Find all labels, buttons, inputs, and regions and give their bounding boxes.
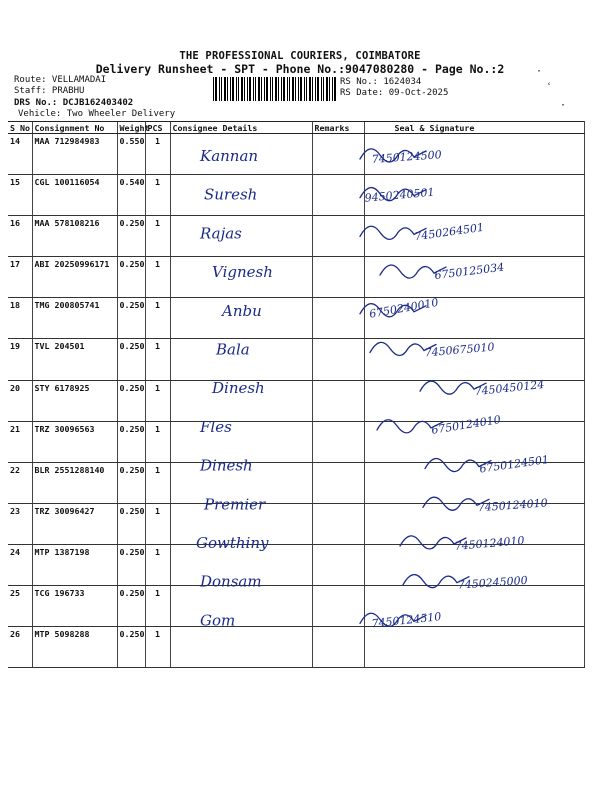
signature-cell (364, 586, 584, 627)
signature-cell (364, 627, 584, 668)
consignee-handwritten-name: Kannan (200, 147, 259, 165)
runsheet-title: Delivery Runsheet - SPT - Phone No.:9047080280 - Page No.:2 (95, 62, 505, 76)
pcs-cell: 1 (145, 339, 170, 380)
remarks-cell (312, 421, 364, 462)
sno-cell: 14 (8, 134, 32, 175)
consignee-handwritten-name: Vignesh (212, 263, 273, 282)
header-consignment: Consignment No (32, 122, 117, 134)
handwritten-phone-number: 7450124510 (370, 610, 442, 631)
signature-cell (364, 377, 584, 421)
signature-cell (364, 175, 584, 216)
consignee-cell (170, 544, 312, 585)
signature-cell (364, 503, 584, 544)
sno-cell: 21 (8, 421, 32, 462)
consignee-cell (170, 503, 312, 544)
consignment-cell: TRZ 30096427 (32, 503, 117, 544)
header-consignee: Consignee Details (170, 122, 312, 134)
remarks-cell (312, 586, 364, 627)
consignment-cell: BLR 2551288140 (32, 462, 117, 503)
table-row (8, 544, 584, 585)
consignee-handwritten-name: Rajas (200, 224, 242, 243)
table-row (8, 586, 584, 627)
handwritten-phone-number: 6750124501 (478, 452, 550, 476)
table-row (8, 257, 584, 298)
pcs-cell: 1 (145, 134, 170, 175)
rs-date: RS Date: 09-Oct-2025 (340, 88, 449, 98)
sno-cell: 19 (8, 339, 32, 380)
consignee-handwritten-name: Suresh (204, 185, 258, 204)
consignment-cell: TCG 196733 (32, 586, 117, 627)
consignee-cell (170, 339, 312, 380)
signature-cell (364, 216, 584, 257)
consignee-handwritten-name: Gom (200, 611, 236, 630)
consignee-handwritten-name: Fles (200, 417, 232, 436)
consignee-cell (170, 462, 312, 503)
consignee-cell (170, 627, 312, 668)
header-signature: Seal & Signature (364, 122, 584, 134)
stray-mark-3: · (560, 100, 567, 111)
weight-cell: 0.250 (117, 298, 145, 339)
consignment-cell: MAA 578108216 (32, 216, 117, 257)
consignee-cell (170, 175, 312, 216)
table-row (8, 421, 584, 462)
pcs-cell: 1 (145, 216, 170, 257)
signature-cell (364, 257, 584, 298)
pcs-cell: 1 (145, 586, 170, 627)
table-row (8, 216, 584, 257)
vehicle-label: Vehicle: Two Wheeler Delivery (18, 109, 176, 119)
remarks-cell (312, 216, 364, 257)
signature-cell (364, 295, 584, 339)
consignment-cell: STY 6178925 (32, 380, 117, 421)
consignment-cell: MTP 1387198 (32, 544, 117, 585)
handwritten-phone-number: 7450124010 (454, 533, 525, 553)
pcs-cell: 1 (145, 175, 170, 216)
table-header-row (8, 122, 584, 134)
sno-cell: 18 (8, 298, 32, 339)
rs-number: RS No.: 1624034 (340, 77, 422, 87)
signature-cell (364, 421, 584, 462)
handwritten-phone-number: 7450124010 (477, 496, 549, 515)
sno-cell: 15 (8, 175, 32, 216)
consignment-cell: CGL 100116054 (32, 175, 117, 216)
consignment-cell: TRZ 30096563 (32, 421, 117, 462)
drs-number: DRS No.: DCJB162403402 (14, 98, 134, 108)
pcs-cell: 1 (145, 257, 170, 298)
table-row (8, 503, 584, 544)
remarks-cell (312, 462, 364, 503)
weight-cell: 0.540 (117, 175, 145, 216)
table-row (8, 339, 584, 380)
handwritten-phone-number: 9450240501 (364, 185, 435, 205)
header-pcs: PCS (145, 122, 170, 134)
sno-cell: 25 (8, 586, 32, 627)
consignee-handwritten-name: Bala (216, 340, 250, 359)
table-row (8, 380, 584, 421)
header-weight: Weight (117, 122, 145, 134)
handwritten-phone-number: 6750124010 (430, 413, 502, 437)
stray-mark-2: ʿ (546, 82, 553, 93)
consignee-cell (170, 298, 312, 339)
consignee-cell (170, 421, 312, 462)
consignment-cell: ABI 20250996171 (32, 257, 117, 298)
signature-cell (364, 339, 584, 380)
route-label: Route: VELLAMADAI (14, 75, 107, 85)
remarks-cell (312, 257, 364, 298)
table-row (8, 298, 584, 339)
consignee-handwritten-name: Donsam (200, 572, 262, 591)
consignment-cell: MTP 5098288 (32, 627, 117, 668)
weight-cell: 0.250 (117, 339, 145, 380)
weight-cell: 0.250 (117, 462, 145, 503)
table-row (8, 627, 584, 668)
header-remarks: Remarks (312, 122, 364, 134)
consignment-cell: TMG 200805741 (32, 298, 117, 339)
weight-cell: 0.550 (117, 134, 145, 175)
remarks-cell (312, 134, 364, 175)
pcs-cell: 1 (145, 462, 170, 503)
sno-cell: 23 (8, 503, 32, 544)
handwritten-phone-number: 6750125034 (433, 260, 505, 283)
staff-label: Staff: PRABHU (14, 86, 85, 96)
weight-cell: 0.250 (117, 421, 145, 462)
pcs-cell: 1 (145, 298, 170, 339)
barcode-image (213, 77, 336, 101)
signature-cell (364, 544, 584, 585)
handwritten-phone-number: 7450450124 (473, 377, 545, 399)
consignment-cell: TVL 204501 (32, 339, 117, 380)
remarks-cell (312, 503, 364, 544)
stray-mark-1: · (536, 66, 543, 77)
handwritten-phone-number: 7450124500 (371, 148, 443, 166)
consignee-handwritten-name: Anbu (222, 301, 262, 320)
pcs-cell: 1 (145, 544, 170, 585)
sno-cell: 20 (8, 380, 32, 421)
table-row (8, 134, 584, 175)
weight-cell: 0.250 (117, 257, 145, 298)
handwritten-phone-number: 7450245000 (457, 573, 529, 592)
sno-cell: 22 (8, 462, 32, 503)
consignee-cell (170, 586, 312, 630)
sno-cell: 24 (8, 544, 32, 585)
pcs-cell: 1 (145, 627, 170, 668)
table-row (8, 175, 584, 216)
consignee-cell (170, 134, 312, 175)
sno-cell: 26 (8, 627, 32, 668)
weight-cell: 0.250 (117, 627, 145, 668)
remarks-cell (312, 175, 364, 216)
header-sno: S No (8, 122, 32, 134)
consignee-handwritten-name: Premier (204, 495, 266, 514)
remarks-cell (312, 380, 364, 421)
handwritten-phone-number: 7450675010 (424, 340, 495, 360)
consignee-handwritten-name: Dinesh (212, 379, 265, 398)
remarks-cell (312, 339, 364, 380)
consignee-cell (170, 216, 312, 257)
remarks-cell (312, 298, 364, 339)
consignee-cell (170, 257, 312, 298)
weight-cell: 0.250 (117, 216, 145, 257)
signature-cell (364, 462, 584, 503)
consignee-cell (170, 380, 312, 421)
table-row (8, 462, 584, 503)
company-title: THE PROFESSIONAL COURIERS, COIMBATORE (179, 50, 421, 62)
weight-cell: 0.250 (117, 544, 145, 585)
handwritten-phone-number: 6750240010 (368, 295, 440, 321)
handwritten-phone-number: 7450264501 (413, 220, 485, 244)
consignment-cell: MAA 712984983 (32, 134, 117, 175)
signature-cell (364, 134, 584, 175)
weight-cell: 0.250 (117, 503, 145, 544)
remarks-cell (312, 544, 364, 585)
consignee-handwritten-name: Dinesh (200, 456, 253, 475)
sno-cell: 17 (8, 257, 32, 298)
pcs-cell: 1 (145, 421, 170, 462)
remarks-cell (312, 627, 364, 668)
consignee-handwritten-name: Gowthiny (196, 534, 269, 552)
runsheet-table (8, 121, 585, 668)
weight-cell: 0.250 (117, 380, 145, 421)
pcs-cell: 1 (145, 380, 170, 421)
pcs-cell: 1 (145, 503, 170, 544)
sno-cell: 16 (8, 216, 32, 257)
weight-cell: 0.250 (117, 586, 145, 627)
